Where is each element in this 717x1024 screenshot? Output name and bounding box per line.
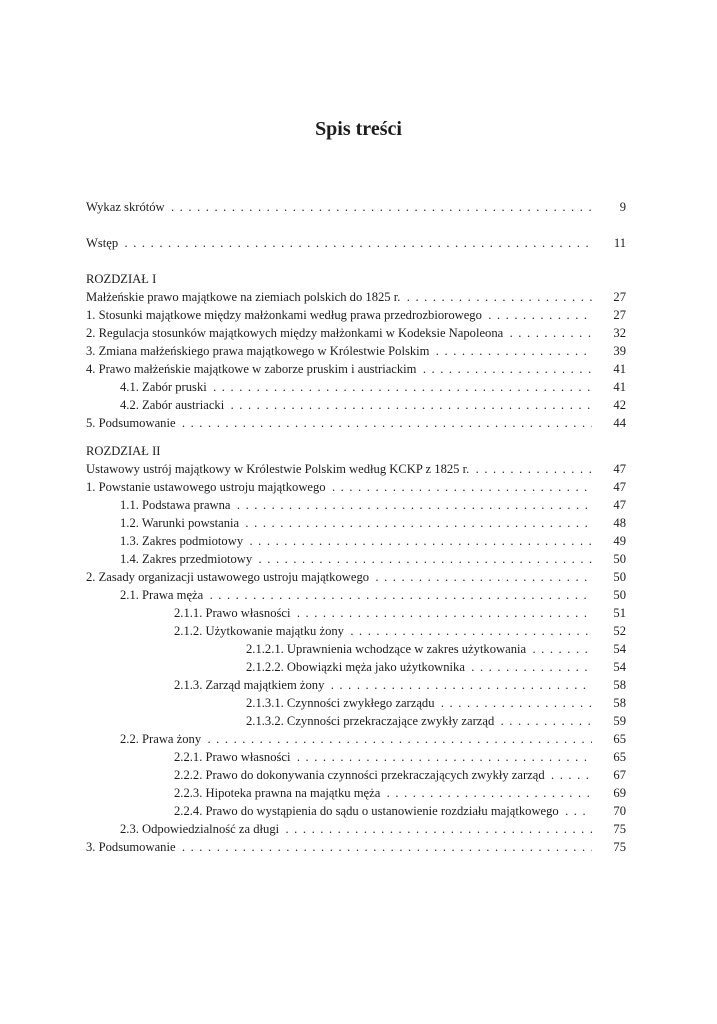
toc-entry-label: 2. Zasady organizacji ustawowego ustroju majątkowego [86,570,370,584]
toc-entry-label: 4.1. Zabór pruski [120,380,207,394]
toc-entry-page: 52 [596,622,626,640]
toc-entry[interactable] [86,676,626,694]
toc-entry-page: 67 [596,766,626,784]
table-of-contents [86,198,626,856]
toc-entry-label: 1.1. Podstawa prawna [120,498,231,512]
toc-entry-page: 50 [596,586,626,604]
toc-entry[interactable] [86,496,626,514]
toc-entry[interactable] [86,550,626,568]
toc-entry-label: 2.1.3. Zarząd majątkiem żony [174,678,325,692]
toc-entry-page: 39 [596,342,626,360]
toc-entry-page: 70 [596,802,626,820]
toc-entry-page: 50 [596,550,626,568]
toc-entry-page: 48 [596,514,626,532]
toc-entry-page: 51 [596,604,626,622]
toc-entry[interactable] [86,604,626,622]
toc-entry-label: 2.2.2. Prawo do dokonywania czynności przekraczających zwykły zarząd [174,768,545,782]
toc-entry-wstep[interactable] [86,234,626,252]
toc-entry[interactable] [86,324,626,342]
toc-entry-page: 75 [596,820,626,838]
toc-entry-label: 4. Prawo małżeńskie majątkowe w zaborze pruskim i austriackim [86,362,417,376]
toc-entry-page: 9 [596,198,626,216]
toc-entry[interactable] [86,342,626,360]
toc-entry-label: 2.1.1. Prawo własności [174,606,291,620]
toc-entry[interactable] [86,766,626,784]
toc-entry-label: 3. Zmiana małżeńskiego prawa majątkowego w Królestwie Polskim [86,344,430,358]
toc-entry[interactable] [86,694,626,712]
toc-entry[interactable] [86,820,626,838]
toc-entry[interactable] [86,712,626,730]
toc-entry[interactable] [86,478,626,496]
toc-entry-label: Wykaz skrótów [86,200,165,214]
toc-entry-label: Ustawowy ustrój majątkowy w Królestwie Polskim według KCKP z 1825 r. [86,462,470,476]
toc-entry[interactable] [86,586,626,604]
toc-entry-label: 1.3. Zakres podmiotowy [120,534,244,548]
toc-entry-label: 1.2. Warunki powstania [120,516,240,530]
toc-entry-label: 2.3. Odpowiedzialność za długi [120,822,280,836]
toc-entry-label: 4.2. Zabór austriacki [120,398,225,412]
chapter-2-heading: ROZDZIAŁ II [86,444,161,458]
page-title: Spis treści [315,118,402,140]
toc-entry[interactable] [86,658,626,676]
toc-entry-skroty[interactable] [86,198,626,216]
toc-entry[interactable] [86,838,626,856]
toc-entry-page: 65 [596,730,626,748]
toc-entry[interactable] [86,568,626,586]
toc-entry-page: 75 [596,838,626,856]
toc-entry-label: Wstęp [86,236,119,250]
toc-entry-page: 54 [596,640,626,658]
toc-entry[interactable] [86,396,626,414]
toc-entry-label: 2.2. Prawa żony [120,732,202,746]
toc-entry-page: 27 [596,306,626,324]
toc-entry-label: 2.1.2.2. Obowiązki męża jako użytkownika [246,660,465,674]
toc-entry-label: 2.1.3.2. Czynności przekraczające zwykły zarząd [246,714,495,728]
toc-entry-label: 1. Powstanie ustawowego ustroju majątkowego [86,480,326,494]
toc-entry-page: 41 [596,378,626,396]
toc-entry-label: 1.4. Zakres przedmiotowy [120,552,253,566]
toc-entry-page: 58 [596,694,626,712]
toc-entry[interactable] [86,622,626,640]
toc-entry-label: 2.1. Prawa męża [120,588,204,602]
toc-entry[interactable] [86,802,626,820]
toc-entry[interactable] [86,748,626,766]
toc-entry-page: 42 [596,396,626,414]
toc-entry-chapter-1-title[interactable] [86,288,626,306]
toc-entry-label: 2.2.1. Prawo własności [174,750,291,764]
toc-entry-page: 41 [596,360,626,378]
toc-entry[interactable] [86,730,626,748]
toc-entry-page: 49 [596,532,626,550]
chapter-1-heading: ROZDZIAŁ I [86,272,157,286]
toc-entry-label: 5. Podsumowanie [86,416,176,430]
toc-entry-page: 11 [596,234,626,252]
toc-entry-page: 50 [596,568,626,586]
toc-entry-page: 65 [596,748,626,766]
toc-entry-label: 2.1.2.1. Uprawnienia wchodzące w zakres użytkowania [246,642,527,656]
toc-entry[interactable] [86,306,626,324]
toc-entry-label: 2.2.4. Prawo do wystąpienia do sądu o ustanowienie rozdziału majątkowego [174,804,559,818]
toc-entry[interactable] [86,640,626,658]
toc-entry-page: 54 [596,658,626,676]
toc-entry-page: 44 [596,414,626,432]
toc-entry-label: 2.1.3.1. Czynności zwykłego zarządu [246,696,435,710]
toc-entry-page: 47 [596,478,626,496]
toc-entry-label: 1. Stosunki majątkowe między małżonkami według prawa przedrozbiorowego [86,308,482,322]
toc-entry-page: 58 [596,676,626,694]
toc-entry-page: 59 [596,712,626,730]
toc-entry[interactable] [86,414,626,432]
toc-entry-label: 2. Regulacja stosunków majątkowych między małżonkami w Kodeksie Napoleona [86,326,504,340]
toc-entry[interactable] [86,360,626,378]
toc-entry-label: Małżeńskie prawo majątkowe na ziemiach polskich do 1825 r. [86,290,401,304]
toc-entry[interactable] [86,514,626,532]
toc-entry-page: 69 [596,784,626,802]
toc-entry-page: 32 [596,324,626,342]
toc-entry-chapter-2-title[interactable] [86,460,626,478]
toc-entry[interactable] [86,532,626,550]
toc-entry-page: 47 [596,460,626,478]
toc-entry-label: 2.2.3. Hipoteka prawna na majątku męża [174,786,381,800]
toc-entry-label: 2.1.2. Użytkowanie majątku żony [174,624,344,638]
toc-entry[interactable] [86,378,626,396]
toc-entry-page: 27 [596,288,626,306]
toc-entry-label: 3. Podsumowanie [86,840,176,854]
toc-entry[interactable] [86,784,626,802]
toc-entry-page: 47 [596,496,626,514]
